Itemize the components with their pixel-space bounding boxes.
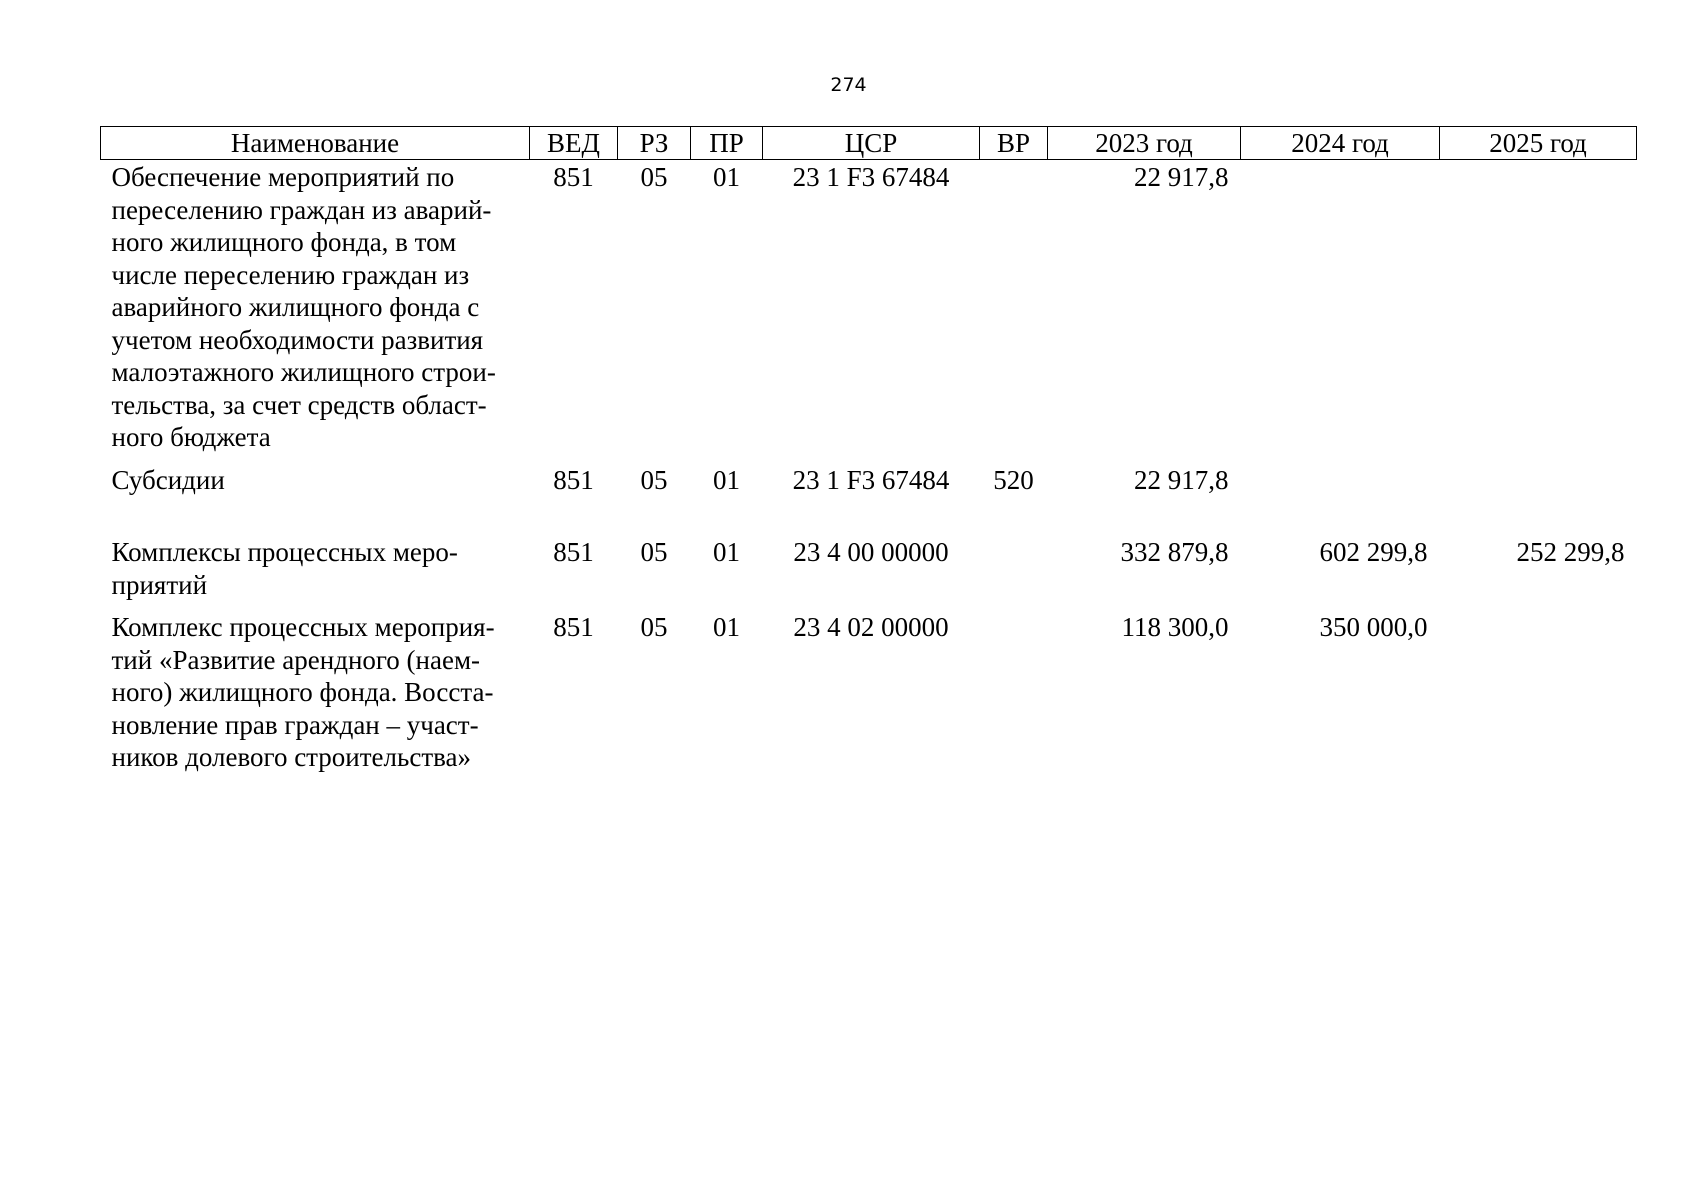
name-line: Субсидии [111,464,225,495]
cell-2025 [1440,160,1637,454]
cell-2024: 602 299,8 [1319,537,1428,567]
cell-pr: 01 [713,612,740,642]
name-line: ников долевого строительства» [111,742,471,772]
name-line: учетом необходимости развития [111,324,484,355]
cell-pr: 01 [713,537,740,567]
table-row [101,454,1637,497]
cell-2023: 118 300,0 [1121,612,1229,642]
name-line: числе переселению граждан из [111,259,470,290]
row-name [101,160,530,454]
header-csr: ЦСР [763,127,980,160]
header-2024: 2024 год [1241,127,1440,160]
name-line: Комплекс процессных мероприя- [111,612,495,642]
name-line: аварийного жилищного фонда с [111,292,480,322]
cell-2023: 22 917,8 [1134,162,1229,192]
name-line: переселению граждан из аварий- [111,194,492,225]
header-ved: ВЕД [530,127,618,160]
table-row [101,496,1637,601]
cell-rz: 05 [640,537,668,567]
name-line: ного жилищного фонда, в том [111,227,457,257]
cell-csr: 23 1 F3 67484 [792,464,950,495]
cell-vr: 520 [993,464,1034,495]
cell-csr: 23 4 02 00000 [793,612,949,642]
table-row [101,160,1637,454]
cell-vr [980,496,1048,601]
page-number: 274 [830,74,867,96]
header-2023: 2023 год [1048,127,1241,160]
cell-ved: 851 [553,162,594,192]
cell-rz: 05 [640,464,668,495]
cell-csr: 23 4 00 00000 [793,537,949,567]
name-line: ного) жилищного фонда. Восста- [111,677,494,707]
name-line: тий «Развитие арендного (наем- [111,644,481,675]
cell-pr: 01 [713,162,740,192]
cell-2023: 22 917,8 [1134,464,1229,495]
cell-rz: 05 [640,612,668,642]
cell-2024 [1241,160,1440,454]
row-name [101,496,530,601]
cell-csr: 23 1 F3 67484 [792,162,950,192]
table-header-row [101,127,1637,160]
budget-table [100,126,1637,774]
header-2025: 2025 год [1440,127,1637,160]
cell-2025: 252 299,8 [1516,537,1625,567]
name-line: малоэтажного жилищного строи- [111,357,496,387]
cell-2025 [1440,454,1637,497]
name-line: тельства, за счет средств област- [111,389,487,420]
cell-2025 [1440,601,1637,774]
header-rz: РЗ [618,127,691,160]
name-line: новление прав граждан – участ- [111,709,479,740]
row-name [101,601,530,774]
header-vr: ВР [980,127,1048,160]
name-line: ного бюджета [111,422,271,452]
cell-pr: 01 [713,464,740,495]
cell-vr [980,160,1048,454]
cell-2023: 332 879,8 [1120,537,1229,567]
header-name: Наименование [101,127,530,160]
name-line: Комплексы процессных меро- [111,537,458,567]
name-line: Обеспечение мероприятий по [111,162,455,192]
cell-2024: 350 000,0 [1319,612,1428,642]
cell-rz: 05 [640,162,668,192]
cell-ved: 851 [553,537,594,567]
cell-2024 [1241,454,1440,497]
table-row [101,601,1637,774]
row-name [101,454,530,497]
cell-ved: 851 [553,612,594,642]
cell-ved: 851 [553,464,594,495]
cell-vr [980,601,1048,774]
name-line: приятий [111,569,208,600]
header-pr: ПР [691,127,763,160]
